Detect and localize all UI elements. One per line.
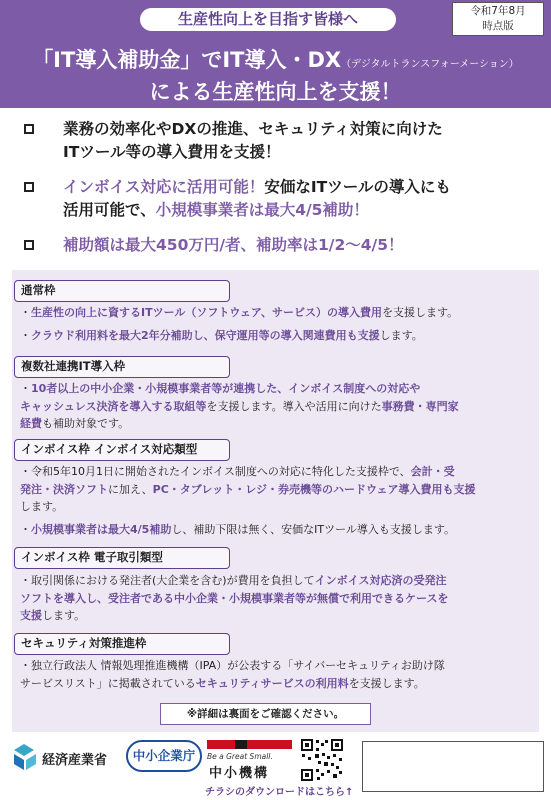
text-span: に加え、 — [108, 482, 153, 496]
highlight-span: 会計・受 — [410, 465, 455, 478]
section-security-body — [20, 657, 528, 692]
highlight-span: 10者以上の中小企業・小規模事業者等が連携した、インボイス制度への対応や — [31, 382, 421, 395]
headline-line1 — [0, 44, 551, 74]
text-span: します。 — [20, 500, 64, 513]
section-title-multi-company: 複数社連携IT導入枠 — [14, 356, 230, 378]
text-span: し、補助下限は無く、安価なITツール導入も支援します。 — [171, 522, 455, 536]
text-span: ・令和5年10月1日に開始されたインボイス制度への対応に特化した支援枠で、 — [20, 465, 411, 478]
bullet-2-line1 — [24, 176, 451, 199]
bullet-2 — [24, 176, 451, 222]
blank-stamp-box — [362, 741, 544, 792]
target-audience-pill: 生産性向上を目指す皆様へ — [138, 6, 398, 33]
bullet-2-text: 安価なITツールの導入にも — [264, 178, 451, 196]
bullet-2-line2 — [24, 199, 451, 222]
bullet-2-highlight2: 小規模事業者は最大4/5補助！ — [155, 201, 369, 219]
smrj-tagline: Be a Great Small. — [207, 752, 273, 761]
checkbox-square-icon — [24, 240, 34, 250]
text-span: ・ — [20, 306, 31, 319]
text-line — [20, 380, 528, 398]
highlight-span: 支援 — [20, 609, 42, 622]
meti-logo — [10, 742, 125, 772]
headline-line2: による生産性向上を支援！ — [149, 80, 402, 104]
highlight-span: 生産性の向上に資するITツール（ソフトウェア、サービス）の導入費用 — [31, 306, 383, 319]
text-span: を支援します。 — [348, 676, 425, 690]
highlight-span: ソフトを導入し、受注者である中小企業・小規模事業者等が無償で利用できるケースを — [20, 591, 449, 605]
text-line — [20, 463, 528, 481]
text-line — [20, 521, 528, 539]
section-title-e-transaction: インボイス枠 電子取引類型 — [14, 547, 230, 569]
section-standard-body — [20, 304, 528, 344]
edition-date-box — [452, 2, 544, 36]
section-title-security: セキュリティ対策推進枠 — [14, 633, 230, 655]
section-invoice-response-body — [20, 463, 528, 538]
bullet-3-text: 補助額は最大450万円/者、補助率は1/2～4/5！ — [63, 236, 404, 254]
text-line — [20, 607, 528, 625]
smrj-logo — [207, 740, 292, 780]
bullet-1-line1: 業務の効率化やDXの推進、セキュリティ対策に向けた — [63, 120, 443, 138]
highlight-span: インボイス対応済の受発注 — [314, 574, 447, 587]
meti-mark-icon — [10, 742, 38, 772]
bullet-2-highlight: インボイス対応に活用可能！ — [63, 178, 265, 196]
bullet-3 — [24, 234, 403, 257]
highlight-span: 発注・決済ソフト — [20, 482, 108, 496]
bullet-2-text2: 活用可能で、 — [63, 201, 156, 219]
highlight-span: 経費 — [20, 417, 42, 430]
text-span: を支援します。 — [382, 306, 459, 319]
text-span: を支援します。導入や活用に向けた — [206, 399, 382, 413]
text-line: ・独立行政法人 情報処理推進機構（IPA）が公表する「サイバーセキュリティお助け隊 — [20, 659, 445, 672]
text-span: サービスリスト」に掲載されている — [20, 676, 196, 690]
text-span: します。 — [379, 328, 423, 342]
text-line — [20, 675, 528, 693]
text-line — [20, 572, 528, 590]
bullet-1 — [24, 118, 443, 164]
highlight-span: 小規模事業者は最大4/5補助 — [31, 522, 172, 536]
text-span: ・取引関係における発注者(大企業を含む)が費用を負担して — [20, 574, 315, 587]
text-span: も補助対象です。 — [42, 417, 130, 430]
text-line — [20, 398, 528, 416]
text-span: します。 — [42, 609, 86, 622]
headline-dx-note: （デジタルトランスフォーメーション） — [341, 59, 519, 70]
see-back-note: ※詳細は裏面をご確認ください。 — [160, 703, 371, 725]
meti-name: 経済産業省 — [42, 753, 108, 768]
edition-label: 時点版 — [482, 20, 514, 32]
highlight-span: 事務費・専門家 — [381, 399, 459, 413]
section-title-invoice-response: インボイス枠 インボイス対応類型 — [14, 439, 230, 461]
text-line — [20, 498, 528, 516]
text-span: ・ — [20, 328, 31, 342]
download-link-text: チラシのダウンロードはこちら↑ — [205, 787, 354, 798]
text-line — [20, 481, 528, 499]
text-line — [20, 327, 528, 345]
highlight-span: セキュリティサービスの利用料 — [195, 676, 349, 690]
section-e-transaction-body — [20, 572, 528, 625]
edition-date: 令和7年8月 — [470, 5, 526, 17]
checkbox-square-icon — [24, 182, 34, 192]
highlight-span: PC・タブレット・レジ・券売機等のハードウェア導入費用も支援 — [152, 482, 476, 496]
section-title-standard: 通常枠 — [14, 280, 230, 302]
text-line — [20, 304, 528, 322]
text-span: ・ — [20, 382, 31, 395]
headline-main: 「IT導入補助金」でIT導入・DX — [32, 48, 342, 72]
smrj-red-bar — [207, 740, 292, 749]
highlight-span: クラウド利用料を最大2年分補助し、保守運用等の導入関連費用も支援 — [31, 328, 380, 342]
bullet-1-line2: ITツール等の導入費用を支援！ — [63, 143, 281, 161]
checkbox-square-icon — [24, 124, 34, 134]
highlight-span: キャッシュレス決済を導入する取組等 — [20, 399, 207, 413]
smrj-black-mark — [235, 740, 247, 749]
text-span: ・ — [20, 522, 31, 536]
section-multi-company-body — [20, 380, 528, 433]
qr-code-icon[interactable] — [300, 738, 344, 782]
smrj-name: 中小機構 — [209, 766, 270, 781]
text-line — [20, 415, 528, 433]
text-line — [20, 590, 528, 608]
chusho-logo: 中小企業庁 — [126, 740, 202, 772]
